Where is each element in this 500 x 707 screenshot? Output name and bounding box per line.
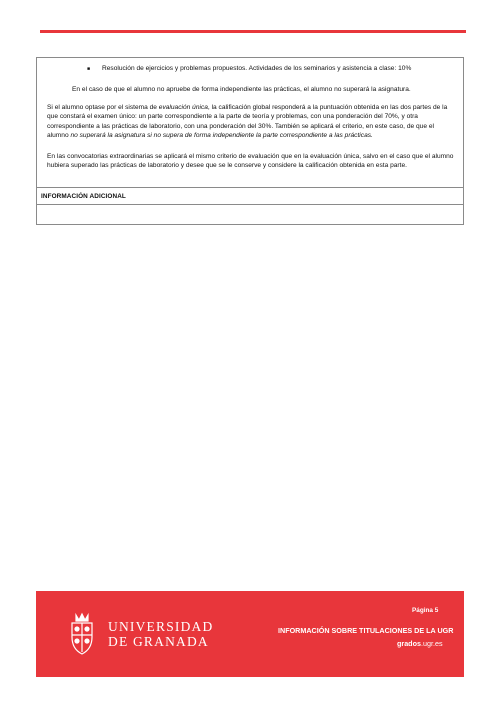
paragraph-text: Si el alumno optase por el sistema de bbox=[47, 104, 159, 111]
website-link-bold: grados bbox=[397, 639, 421, 648]
practicas-paragraph: En el caso de que el alumno no apruebe de forma independiente las prácticas, el alumno no superará la asignatura. bbox=[72, 86, 411, 93]
university-name-line: DE GRANADA bbox=[108, 634, 209, 649]
website-link[interactable] bbox=[397, 639, 443, 648]
no-superara-emphasis: no superará la asignatura si no supera de forma independiente la parte correspondiente a las prácticas. bbox=[70, 132, 373, 140]
additional-info-header bbox=[36, 187, 464, 205]
university-seal-icon bbox=[66, 611, 98, 657]
university-name-line: UNIVERSIDAD bbox=[108, 619, 214, 634]
evaluacion-unica-paragraph bbox=[47, 103, 457, 141]
evaluacion-unica-emphasis: evaluación única bbox=[158, 104, 208, 111]
bullet-square-icon: ■ bbox=[87, 66, 91, 72]
section-heading: INFORMACIÓN ADICIONAL bbox=[41, 193, 126, 200]
header-rule bbox=[40, 30, 466, 33]
convocatorias-paragraph: En las convocatorias extraordinarias se aplicará el mismo criterio de evaluación que en la evaluación única, salvo en el caso que el alumno hubiera superado las prácticas de laboratorio y desee que se le conserve y considere la calificación obtenida en esta parte. bbox=[47, 153, 454, 170]
page-number: Página 5 bbox=[412, 607, 439, 614]
footer-band bbox=[36, 591, 464, 677]
footer-info-title: INFORMACIÓN SOBRE TITULACIONES DE LA UGR bbox=[278, 626, 454, 635]
website-link-rest: .ugr.es bbox=[420, 639, 443, 648]
bullet-text: Resolución de ejercicios y problemas propuestos. Actividades de los seminarios y asistencia a clase: 10% bbox=[102, 65, 412, 72]
university-name bbox=[108, 619, 213, 649]
paragraph-text: , la calificación global responderá a la puntuación obtenida en las dos partes de la que constará el examen único: un parte correspondiente a la parte de teoría y problemas, con una ponderación del 70%, y otra correspondiente a las prácticas de laboratorio, con una ponderación del 30%. También se aplicará el criterio, en este caso, de que el alumno bbox=[47, 104, 448, 140]
